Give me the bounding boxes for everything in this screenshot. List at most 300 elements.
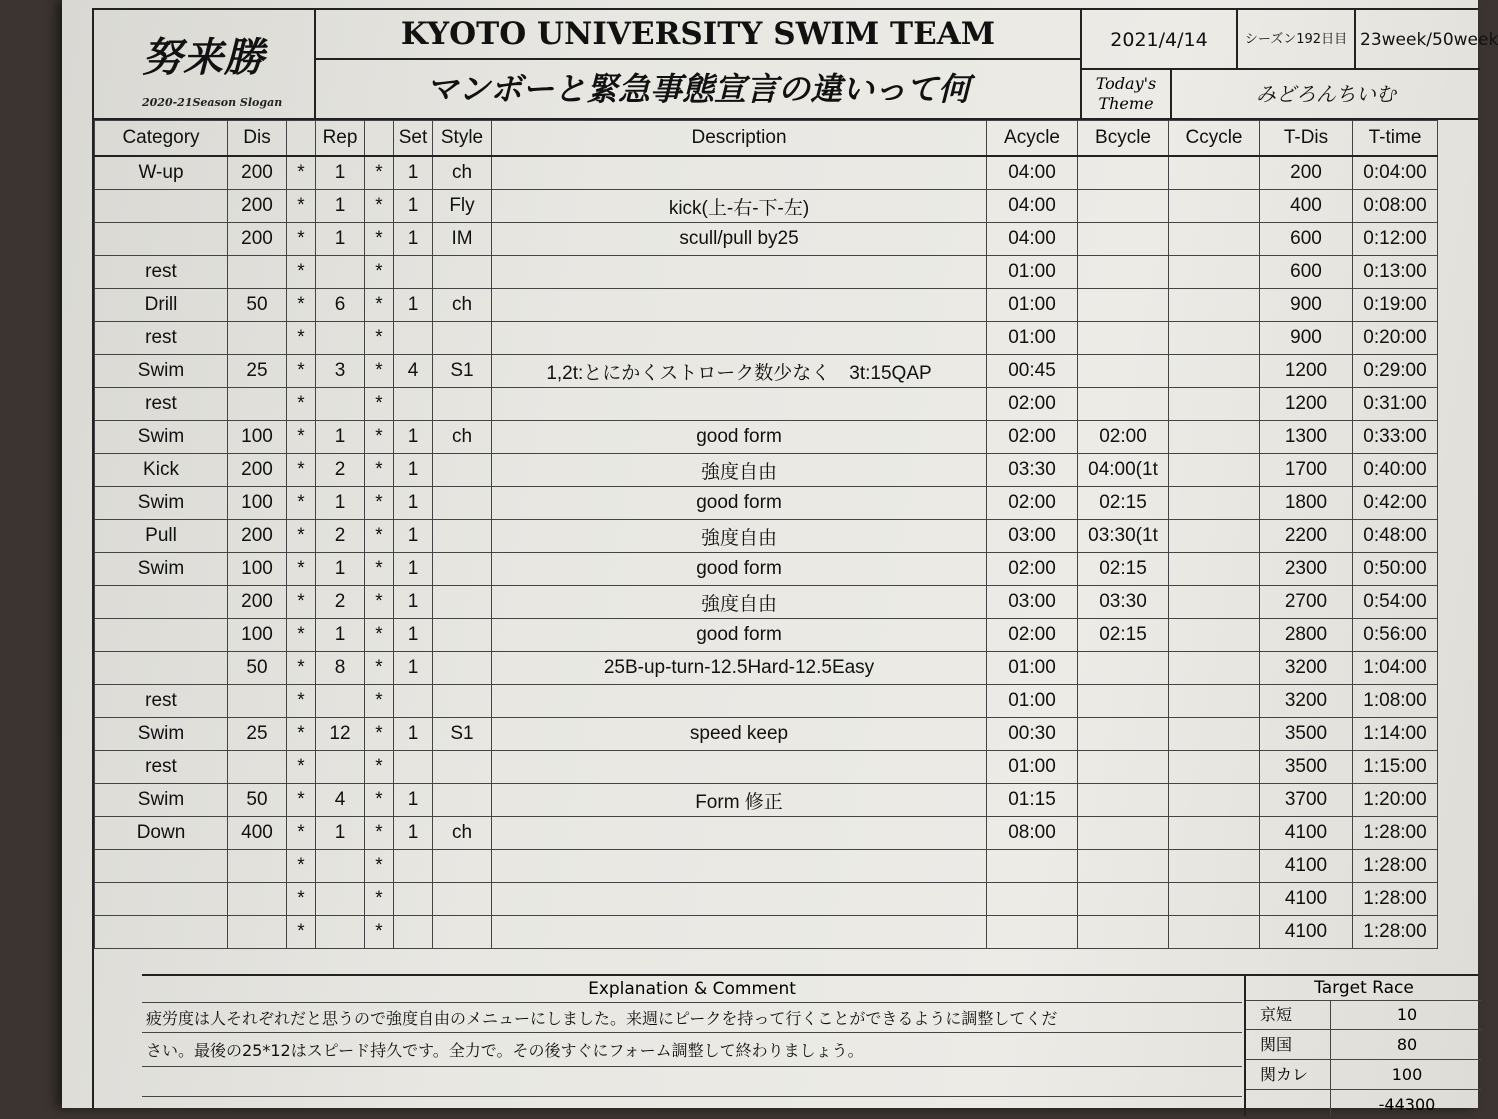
ccycle-cell bbox=[1169, 322, 1260, 355]
table-row bbox=[95, 520, 1438, 553]
star-cell: * bbox=[365, 454, 394, 487]
set-cell bbox=[394, 883, 433, 916]
star-cell: * bbox=[287, 454, 316, 487]
style-cell bbox=[433, 322, 492, 355]
star-cell: * bbox=[365, 718, 394, 751]
description-cell: good form bbox=[492, 619, 987, 652]
tdis-cell: 2800 bbox=[1260, 619, 1353, 652]
star-cell: * bbox=[287, 916, 316, 949]
description-cell: speed keep bbox=[492, 718, 987, 751]
star-cell: * bbox=[365, 388, 394, 421]
bcycle-cell bbox=[1078, 388, 1169, 421]
category-cell: Swim bbox=[95, 553, 228, 586]
table-row bbox=[95, 487, 1438, 520]
dis-cell: 25 bbox=[228, 718, 287, 751]
bcycle-cell bbox=[1078, 355, 1169, 388]
tdis-cell: 1300 bbox=[1260, 421, 1353, 454]
ttime-cell: 0:13:00 bbox=[1353, 256, 1438, 289]
table-row bbox=[95, 223, 1438, 256]
star-cell: * bbox=[287, 355, 316, 388]
star-cell: * bbox=[365, 289, 394, 322]
acycle-cell: 01:00 bbox=[987, 256, 1078, 289]
col-description: Description bbox=[492, 121, 987, 157]
rep-cell bbox=[316, 256, 365, 289]
star-cell: * bbox=[365, 487, 394, 520]
target-row bbox=[1246, 1060, 1482, 1090]
dis-cell: 200 bbox=[228, 586, 287, 619]
tdis-cell: 600 bbox=[1260, 223, 1353, 256]
dis-cell bbox=[228, 850, 287, 883]
style-cell: ch bbox=[433, 817, 492, 850]
category-cell: Swim bbox=[95, 487, 228, 520]
bcycle-cell bbox=[1078, 223, 1169, 256]
ttime-cell: 0:48:00 bbox=[1353, 520, 1438, 553]
table-row bbox=[95, 553, 1438, 586]
dis-cell: 100 bbox=[228, 421, 287, 454]
style-cell bbox=[433, 553, 492, 586]
bcycle-cell bbox=[1078, 751, 1169, 784]
description-cell: kick(上-右-下-左) bbox=[492, 190, 987, 223]
style-cell: ch bbox=[433, 289, 492, 322]
menu-table bbox=[94, 120, 1438, 949]
target-race-title: Target Race bbox=[1246, 976, 1482, 1001]
table-row bbox=[95, 718, 1438, 751]
dis-cell: 50 bbox=[228, 784, 287, 817]
category-cell bbox=[95, 586, 228, 619]
description-cell: good form bbox=[492, 553, 987, 586]
star-cell: * bbox=[365, 520, 394, 553]
bcycle-cell: 03:30 bbox=[1078, 586, 1169, 619]
star-cell: * bbox=[365, 156, 394, 190]
category-cell: Swim bbox=[95, 421, 228, 454]
dis-cell: 400 bbox=[228, 817, 287, 850]
acycle-cell: 01:00 bbox=[987, 289, 1078, 322]
style-cell bbox=[433, 652, 492, 685]
rep-cell: 1 bbox=[316, 619, 365, 652]
rep-cell: 6 bbox=[316, 289, 365, 322]
star-cell: * bbox=[287, 156, 316, 190]
tdis-cell: 1800 bbox=[1260, 487, 1353, 520]
ccycle-cell bbox=[1169, 685, 1260, 718]
table-row bbox=[95, 751, 1438, 784]
description-cell: 強度自由 bbox=[492, 520, 987, 553]
ttime-cell: 0:08:00 bbox=[1353, 190, 1438, 223]
category-cell: Swim bbox=[95, 355, 228, 388]
category-cell: Drill bbox=[95, 289, 228, 322]
tdis-cell: 4100 bbox=[1260, 916, 1353, 949]
star-cell: * bbox=[287, 289, 316, 322]
ttime-cell: 1:14:00 bbox=[1353, 718, 1438, 751]
category-cell bbox=[95, 619, 228, 652]
acycle-cell: 00:30 bbox=[987, 718, 1078, 751]
star-cell: * bbox=[365, 190, 394, 223]
category-cell bbox=[95, 190, 228, 223]
ccycle-cell bbox=[1169, 256, 1260, 289]
slogan-caption: 2020-21Season Slogan bbox=[142, 96, 283, 109]
ccycle-cell bbox=[1169, 223, 1260, 256]
dis-cell bbox=[228, 883, 287, 916]
dis-cell: 25 bbox=[228, 355, 287, 388]
set-cell: 1 bbox=[394, 487, 433, 520]
star-cell: * bbox=[365, 586, 394, 619]
rep-cell bbox=[316, 850, 365, 883]
table-row bbox=[95, 388, 1438, 421]
col-star2 bbox=[365, 121, 394, 157]
star-cell: * bbox=[365, 850, 394, 883]
ttime-cell: 0:56:00 bbox=[1353, 619, 1438, 652]
description-cell bbox=[492, 388, 987, 421]
rep-cell: 4 bbox=[316, 784, 365, 817]
category-cell: rest bbox=[95, 388, 228, 421]
col-category: Category bbox=[95, 121, 228, 157]
dis-cell bbox=[228, 916, 287, 949]
acycle-cell: 02:00 bbox=[987, 421, 1078, 454]
target-row bbox=[1246, 1000, 1482, 1030]
target-value: 80 bbox=[1396, 1035, 1418, 1054]
col-style: Style bbox=[433, 121, 492, 157]
star-cell: * bbox=[287, 322, 316, 355]
bcycle-cell bbox=[1078, 685, 1169, 718]
category-cell bbox=[95, 223, 228, 256]
style-cell: S1 bbox=[433, 718, 492, 751]
target-race-box bbox=[1244, 976, 1482, 1116]
tdis-cell: 900 bbox=[1260, 322, 1353, 355]
star-cell: * bbox=[287, 487, 316, 520]
table-row bbox=[95, 817, 1438, 850]
dis-cell: 200 bbox=[228, 223, 287, 256]
rep-cell: 1 bbox=[316, 223, 365, 256]
dis-cell: 200 bbox=[228, 190, 287, 223]
theme-label-line2: Theme bbox=[1098, 94, 1154, 113]
star-cell: * bbox=[287, 850, 316, 883]
set-cell: 4 bbox=[394, 355, 433, 388]
style-cell bbox=[433, 388, 492, 421]
acycle-cell: 02:00 bbox=[987, 553, 1078, 586]
star-cell: * bbox=[287, 784, 316, 817]
star-cell: * bbox=[365, 421, 394, 454]
rep-cell: 2 bbox=[316, 520, 365, 553]
star-cell: * bbox=[365, 916, 394, 949]
acycle-cell: 08:00 bbox=[987, 817, 1078, 850]
acycle-cell: 03:30 bbox=[987, 454, 1078, 487]
description-cell: 強度自由 bbox=[492, 454, 987, 487]
star-cell: * bbox=[365, 619, 394, 652]
ccycle-cell bbox=[1169, 586, 1260, 619]
star-cell: * bbox=[287, 652, 316, 685]
set-cell bbox=[394, 850, 433, 883]
table-row bbox=[95, 784, 1438, 817]
table-row bbox=[95, 256, 1438, 289]
col-tdis: T-Dis bbox=[1260, 121, 1353, 157]
category-cell bbox=[95, 652, 228, 685]
week-counter: 23week/50week bbox=[1356, 10, 1480, 70]
theme-label-line1: Today's bbox=[1095, 74, 1157, 93]
description-cell bbox=[492, 156, 987, 190]
bottom-section bbox=[142, 974, 1478, 1116]
set-cell bbox=[394, 685, 433, 718]
ttime-cell: 0:31:00 bbox=[1353, 388, 1438, 421]
rep-cell: 12 bbox=[316, 718, 365, 751]
ttime-cell: 1:28:00 bbox=[1353, 850, 1438, 883]
acycle-cell bbox=[987, 850, 1078, 883]
acycle-cell: 04:00 bbox=[987, 156, 1078, 190]
star-cell: * bbox=[287, 223, 316, 256]
description-cell bbox=[492, 289, 987, 322]
set-cell bbox=[394, 751, 433, 784]
ttime-cell: 1:28:00 bbox=[1353, 883, 1438, 916]
sheet-header bbox=[94, 10, 1498, 120]
dis-cell: 100 bbox=[228, 619, 287, 652]
category-cell: rest bbox=[95, 685, 228, 718]
set-cell: 1 bbox=[394, 454, 433, 487]
description-cell bbox=[492, 817, 987, 850]
set-cell: 1 bbox=[394, 223, 433, 256]
table-header-row bbox=[95, 121, 1438, 157]
style-cell bbox=[433, 454, 492, 487]
ttime-cell: 0:20:00 bbox=[1353, 322, 1438, 355]
ccycle-cell bbox=[1169, 190, 1260, 223]
description-cell bbox=[492, 850, 987, 883]
star-cell: * bbox=[287, 619, 316, 652]
acycle-cell: 01:00 bbox=[987, 322, 1078, 355]
category-cell: Swim bbox=[95, 784, 228, 817]
dis-cell bbox=[228, 751, 287, 784]
table-row bbox=[95, 916, 1438, 949]
bcycle-cell: 02:00 bbox=[1078, 421, 1169, 454]
comment-rule bbox=[142, 1066, 1242, 1067]
ccycle-cell bbox=[1169, 520, 1260, 553]
rep-cell: 3 bbox=[316, 355, 365, 388]
set-cell: 1 bbox=[394, 586, 433, 619]
set-cell: 1 bbox=[394, 421, 433, 454]
star-cell: * bbox=[287, 586, 316, 619]
style-cell bbox=[433, 586, 492, 619]
star-cell: * bbox=[365, 817, 394, 850]
table-row bbox=[95, 685, 1438, 718]
col-ccycle: Ccycle bbox=[1169, 121, 1260, 157]
menu-body bbox=[95, 156, 1438, 949]
star-cell: * bbox=[365, 553, 394, 586]
acycle-cell: 01:00 bbox=[987, 751, 1078, 784]
ccycle-cell bbox=[1169, 388, 1260, 421]
tdis-cell: 4100 bbox=[1260, 883, 1353, 916]
col-rep: Rep bbox=[316, 121, 365, 157]
description-cell: 1,2t:とにかくストローク数少なく 3t:15QAP bbox=[492, 355, 987, 388]
bcycle-cell bbox=[1078, 784, 1169, 817]
category-cell bbox=[95, 850, 228, 883]
tdis-cell: 3500 bbox=[1260, 751, 1353, 784]
acycle-cell: 01:15 bbox=[987, 784, 1078, 817]
star-cell: * bbox=[365, 784, 394, 817]
tdis-cell: 3200 bbox=[1260, 685, 1353, 718]
table-row bbox=[95, 586, 1438, 619]
table-row bbox=[95, 652, 1438, 685]
category-cell: rest bbox=[95, 322, 228, 355]
rep-cell bbox=[316, 388, 365, 421]
ttime-cell: 0:19:00 bbox=[1353, 289, 1438, 322]
star-cell: * bbox=[287, 388, 316, 421]
description-cell bbox=[492, 916, 987, 949]
ccycle-cell bbox=[1169, 454, 1260, 487]
description-cell: good form bbox=[492, 487, 987, 520]
tdis-cell: 600 bbox=[1260, 256, 1353, 289]
acycle-cell bbox=[987, 916, 1078, 949]
tdis-cell: 3500 bbox=[1260, 718, 1353, 751]
rep-cell: 1 bbox=[316, 190, 365, 223]
ccycle-cell bbox=[1169, 487, 1260, 520]
set-cell bbox=[394, 322, 433, 355]
col-dis: Dis bbox=[228, 121, 287, 157]
star-cell: * bbox=[287, 190, 316, 223]
tdis-cell: 3200 bbox=[1260, 652, 1353, 685]
acycle-cell: 03:00 bbox=[987, 520, 1078, 553]
ccycle-cell bbox=[1169, 883, 1260, 916]
rep-cell: 8 bbox=[316, 652, 365, 685]
description-cell bbox=[492, 883, 987, 916]
rep-cell bbox=[316, 751, 365, 784]
category-cell bbox=[95, 883, 228, 916]
ccycle-cell bbox=[1169, 718, 1260, 751]
season-day: シーズン192日目 bbox=[1238, 10, 1356, 70]
ttime-cell: 0:54:00 bbox=[1353, 586, 1438, 619]
theme-label bbox=[1082, 70, 1172, 118]
practice-menu-sheet bbox=[92, 8, 1498, 1114]
bcycle-cell bbox=[1078, 322, 1169, 355]
description-cell bbox=[492, 256, 987, 289]
style-cell bbox=[433, 916, 492, 949]
bcycle-cell bbox=[1078, 718, 1169, 751]
tdis-cell: 3700 bbox=[1260, 784, 1353, 817]
bcycle-cell: 02:15 bbox=[1078, 553, 1169, 586]
dis-cell bbox=[228, 322, 287, 355]
col-ttime: T-time bbox=[1353, 121, 1438, 157]
ccycle-cell bbox=[1169, 421, 1260, 454]
set-cell: 1 bbox=[394, 190, 433, 223]
description-cell: scull/pull by25 bbox=[492, 223, 987, 256]
rep-cell bbox=[316, 883, 365, 916]
dis-cell bbox=[228, 256, 287, 289]
bcycle-cell bbox=[1078, 289, 1169, 322]
ccycle-cell bbox=[1169, 850, 1260, 883]
tdis-cell: 2300 bbox=[1260, 553, 1353, 586]
menu-date: 2021/4/14 bbox=[1082, 10, 1238, 70]
dis-cell bbox=[228, 685, 287, 718]
tdis-cell: 4100 bbox=[1260, 817, 1353, 850]
acycle-cell bbox=[987, 883, 1078, 916]
rep-cell bbox=[316, 685, 365, 718]
ttime-cell: 0:50:00 bbox=[1353, 553, 1438, 586]
style-cell bbox=[433, 883, 492, 916]
acycle-cell: 01:00 bbox=[987, 685, 1078, 718]
bcycle-cell: 03:30(1t bbox=[1078, 520, 1169, 553]
ttime-cell: 0:04:00 bbox=[1353, 156, 1438, 190]
category-cell: W-up bbox=[95, 156, 228, 190]
rep-cell: 1 bbox=[316, 553, 365, 586]
dis-cell: 50 bbox=[228, 289, 287, 322]
ttime-cell: 1:15:00 bbox=[1353, 751, 1438, 784]
star-cell: * bbox=[365, 223, 394, 256]
category-cell: Down bbox=[95, 817, 228, 850]
category-cell: Swim bbox=[95, 718, 228, 751]
ccycle-cell bbox=[1169, 553, 1260, 586]
ccycle-cell bbox=[1169, 355, 1260, 388]
style-cell: Fly bbox=[433, 190, 492, 223]
ccycle-cell bbox=[1169, 784, 1260, 817]
style-cell bbox=[433, 850, 492, 883]
set-cell bbox=[394, 916, 433, 949]
tdis-cell: 1200 bbox=[1260, 355, 1353, 388]
bcycle-cell: 02:15 bbox=[1078, 619, 1169, 652]
category-cell: rest bbox=[95, 256, 228, 289]
style-cell bbox=[433, 685, 492, 718]
comment-title: Explanation & Comment bbox=[142, 976, 1242, 1003]
ttime-cell: 1:20:00 bbox=[1353, 784, 1438, 817]
col-star1 bbox=[287, 121, 316, 157]
description-cell bbox=[492, 751, 987, 784]
ccycle-cell bbox=[1169, 916, 1260, 949]
style-cell: S1 bbox=[433, 355, 492, 388]
bcycle-cell: 04:00(1t bbox=[1078, 454, 1169, 487]
dis-cell: 50 bbox=[228, 652, 287, 685]
rep-cell: 1 bbox=[316, 487, 365, 520]
style-cell bbox=[433, 751, 492, 784]
col-bcycle: Bcycle bbox=[1078, 121, 1169, 157]
star-cell: * bbox=[365, 685, 394, 718]
star-cell: * bbox=[365, 751, 394, 784]
category-cell bbox=[95, 916, 228, 949]
ccycle-cell bbox=[1169, 817, 1260, 850]
dis-cell: 200 bbox=[228, 156, 287, 190]
category-cell: Pull bbox=[95, 520, 228, 553]
ccycle-cell bbox=[1169, 751, 1260, 784]
target-row bbox=[1246, 1090, 1482, 1119]
style-cell: ch bbox=[433, 421, 492, 454]
acycle-cell: 04:00 bbox=[987, 190, 1078, 223]
table-row bbox=[95, 883, 1438, 916]
rep-cell: 2 bbox=[316, 586, 365, 619]
set-cell: 1 bbox=[394, 817, 433, 850]
tdis-cell: 400 bbox=[1260, 190, 1353, 223]
table-row bbox=[95, 156, 1438, 190]
tdis-cell: 1200 bbox=[1260, 388, 1353, 421]
star-cell: * bbox=[287, 520, 316, 553]
set-cell: 1 bbox=[394, 784, 433, 817]
description-cell: good form bbox=[492, 421, 987, 454]
category-cell: rest bbox=[95, 751, 228, 784]
category-cell: Kick bbox=[95, 454, 228, 487]
acycle-cell: 02:00 bbox=[987, 619, 1078, 652]
table-row bbox=[95, 619, 1438, 652]
tdis-cell: 200 bbox=[1260, 156, 1353, 190]
style-cell bbox=[433, 619, 492, 652]
dis-cell bbox=[228, 388, 287, 421]
style-cell bbox=[433, 784, 492, 817]
bcycle-cell: 02:15 bbox=[1078, 487, 1169, 520]
style-cell bbox=[433, 256, 492, 289]
ttime-cell: 1:28:00 bbox=[1353, 916, 1438, 949]
tdis-cell: 900 bbox=[1260, 289, 1353, 322]
rep-cell: 1 bbox=[316, 817, 365, 850]
star-cell: * bbox=[287, 718, 316, 751]
star-cell: * bbox=[287, 685, 316, 718]
ccycle-cell bbox=[1169, 156, 1260, 190]
star-cell: * bbox=[287, 883, 316, 916]
theme-value: みどろんちいむ bbox=[1256, 82, 1396, 106]
table-row bbox=[95, 850, 1438, 883]
bcycle-cell bbox=[1078, 156, 1169, 190]
rep-cell bbox=[316, 322, 365, 355]
style-cell: IM bbox=[433, 223, 492, 256]
